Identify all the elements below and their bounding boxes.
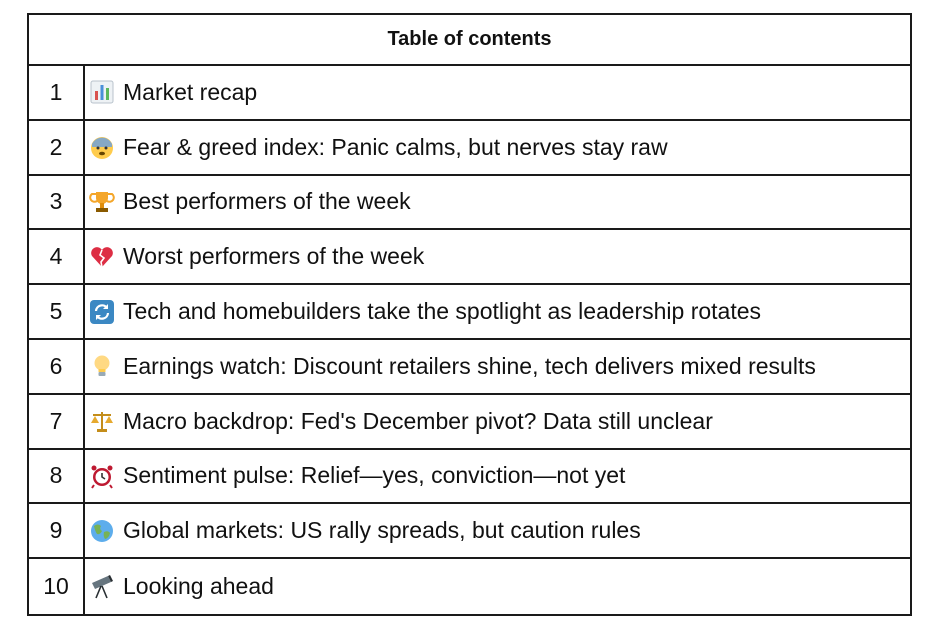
- toc-row: [29, 176, 910, 231]
- telescope-icon: [89, 574, 115, 600]
- row-label: Macro backdrop: Fed's December pivot? Data still unclear: [123, 407, 713, 434]
- bar-chart-icon: [89, 79, 115, 105]
- toc-row: [29, 395, 910, 450]
- row-content: [85, 450, 910, 503]
- toc-row: [29, 230, 910, 285]
- row-content: [85, 504, 910, 557]
- row-number: 3: [29, 176, 85, 229]
- trophy-icon: [89, 189, 115, 215]
- row-content: [85, 121, 910, 174]
- row-number: 2: [29, 121, 85, 174]
- row-content: [85, 340, 910, 393]
- toc-row: [29, 559, 910, 614]
- rotate-arrows-icon: [89, 299, 115, 325]
- row-content: [85, 395, 910, 448]
- toc-row: [29, 340, 910, 395]
- row-number: 8: [29, 450, 85, 503]
- broken-heart-icon: [89, 244, 115, 270]
- row-label: Best performers of the week: [123, 188, 411, 215]
- row-number: 4: [29, 230, 85, 283]
- table-of-contents: [27, 13, 912, 616]
- row-label: Earnings watch: Discount retailers shine, tech delivers mixed results: [123, 352, 816, 379]
- row-number: 5: [29, 285, 85, 338]
- balance-scale-icon: [89, 408, 115, 434]
- row-label: Market recap: [123, 78, 258, 105]
- row-content: [85, 66, 910, 119]
- row-content: [85, 285, 910, 338]
- toc-row: [29, 450, 910, 505]
- row-number: 1: [29, 66, 85, 119]
- row-content: [85, 230, 910, 283]
- row-content: [85, 559, 910, 614]
- row-number: 9: [29, 504, 85, 557]
- toc-row: [29, 285, 910, 340]
- row-number: 6: [29, 340, 85, 393]
- toc-row: [29, 66, 910, 121]
- row-content: [85, 176, 910, 229]
- toc-title: Table of contents: [29, 15, 910, 66]
- row-label: Sentiment pulse: Relief—yes, conviction—not yet: [123, 462, 626, 489]
- globe-icon: [89, 518, 115, 544]
- row-label: Looking ahead: [123, 573, 274, 600]
- toc-row: [29, 121, 910, 176]
- alarm-clock-icon: [89, 463, 115, 489]
- row-label: Global markets: US rally spreads, but caution rules: [123, 517, 641, 544]
- row-number: 7: [29, 395, 85, 448]
- row-label: Fear & greed index: Panic calms, but nerves stay raw: [123, 133, 668, 160]
- toc-row: [29, 504, 910, 559]
- row-number: 10: [29, 559, 85, 614]
- row-label: Worst performers of the week: [123, 243, 425, 270]
- row-label: Tech and homebuilders take the spotlight as leadership rotates: [123, 298, 762, 325]
- light-bulb-icon: [89, 353, 115, 379]
- anxious-face-icon: [89, 134, 115, 160]
